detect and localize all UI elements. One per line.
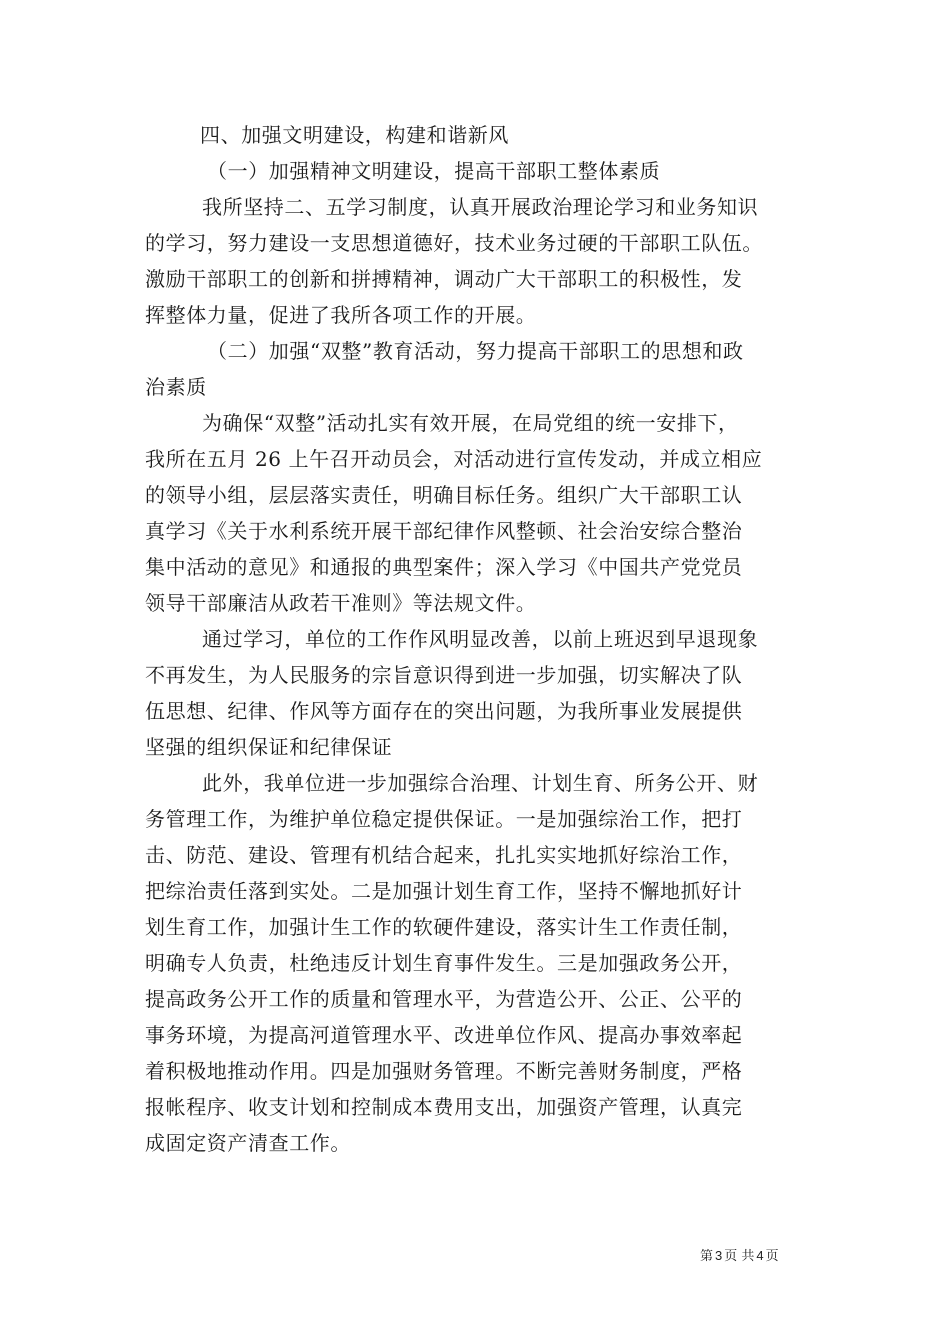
footer-middle: 页 共	[724, 1249, 755, 1264]
subsection-heading-1: （一）加强精神文明建设，提高干部职工整体素质	[207, 159, 661, 183]
paragraph-line: 成固定资产清查工作。	[145, 1131, 351, 1155]
paragraph-line: 事务环境，为提高河道管理水平、改进单位作风、提高办事效率起	[145, 1023, 743, 1047]
paragraph-line: 击、防范、建设、管理有机结合起来，扎扎实实地抓好综治工作，	[145, 843, 743, 867]
paragraph-line: 划生育工作，加强计生工作的软硬件建设，落实计生工作责任制，	[145, 915, 743, 939]
subsection-heading-2	[145, 333, 810, 405]
paragraph-line: 激励干部职工的创新和拼搏精神，调动广大干部职工的积极性，发	[145, 267, 743, 291]
paragraph-line: 报帐程序、收支计划和控制成本费用支出，加强资产管理，认真完	[145, 1095, 743, 1119]
paragraph-1	[145, 189, 810, 333]
paragraph-line: 伍思想、纪律、作风等方面存在的突出问题，为我所事业发展提供	[145, 699, 743, 723]
section-heading: 四、加强文明建设，构建和谐新风	[200, 123, 509, 147]
paragraph-line: 真学习《关于水利系统开展干部纪律作风整顿、社会治安综合整治	[145, 519, 743, 543]
paragraph-2	[145, 405, 810, 621]
paragraph-3	[145, 621, 810, 765]
paragraph-line: 的领导小组，层层落实责任，明确目标任务。组织广大干部职工认	[145, 483, 743, 507]
paragraph-line: 坚强的组织保证和纪律保证	[145, 735, 393, 759]
paragraph-4	[145, 765, 810, 1161]
document-body	[145, 117, 810, 1161]
paragraph-line: 的学习，努力建设一支思想道德好，技术业务过硬的干部职工队伍。	[145, 231, 763, 255]
paragraph-line: 我所在五月 26 上午召开动员会，对活动进行宣传发动，并成立相应	[145, 447, 763, 471]
paragraph-line: 此外，我单位进一步加强综合治理、计划生育、所务公开、财	[202, 771, 759, 795]
paragraph-line: 集中活动的意见》和通报的典型案件；深入学习《中国共产党党员	[145, 555, 743, 579]
paragraph-line: 不再发生，为人民服务的宗旨意识得到进一步加强，切实解决了队	[145, 663, 743, 687]
page-number-footer	[700, 1247, 779, 1266]
paragraph-line: 为确保“双整”活动扎实有效开展，在局党组的统一安排下，	[202, 411, 739, 435]
paragraph-line: 把综治责任落到实处。二是加强计划生育工作，坚持不懈地抓好计	[145, 879, 743, 903]
paragraph-line: 通过学习，单位的工作作风明显改善，以前上班迟到早退现象	[202, 627, 759, 651]
total-page-number: 4	[756, 1248, 764, 1263]
heading-line: 治素质	[145, 375, 207, 399]
paragraph-line: 明确专人负责，杜绝违反计划生育事件发生。三是加强政务公开，	[145, 951, 743, 975]
heading-line: （二）加强“双整”教育活动，努力提高干部职工的思想和政	[207, 339, 744, 363]
current-page-number: 3	[715, 1248, 723, 1263]
footer-suffix: 页	[765, 1249, 779, 1264]
paragraph-line: 挥整体力量，促进了我所各项工作的开展。	[145, 303, 537, 327]
paragraph-line: 领导干部廉洁从政若干准则》等法规文件。	[145, 591, 537, 615]
paragraph-line: 着积极地推动作用。四是加强财务管理。不断完善财务制度，严格	[145, 1059, 743, 1083]
paragraph-line: 务管理工作，为维护单位稳定提供保证。一是加强综治工作，把打	[145, 807, 743, 831]
footer-prefix: 第	[700, 1249, 714, 1264]
paragraph-line: 提高政务公开工作的质量和管理水平，为营造公开、公正、公平的	[145, 987, 743, 1011]
paragraph-line: 我所坚持二、五学习制度，认真开展政治理论学习和业务知识	[202, 195, 759, 219]
